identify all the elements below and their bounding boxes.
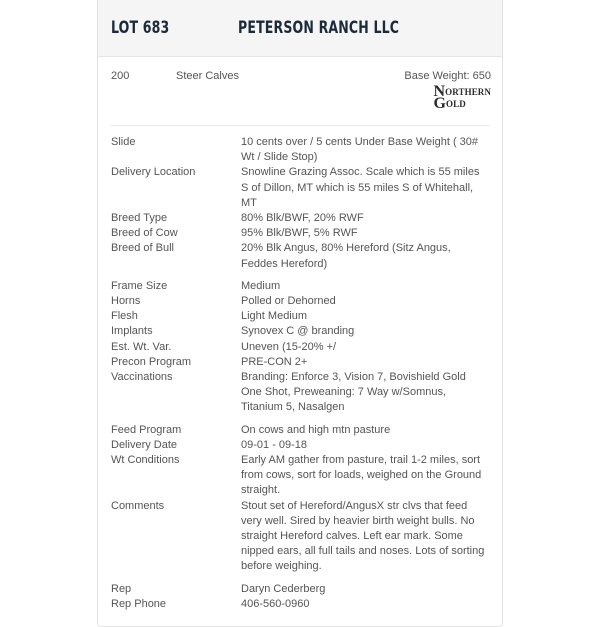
detail-label: Delivery Location (111, 166, 196, 179)
head-count: 200 (111, 70, 130, 82)
detail-value: Branding: Enforce 3, Vision 7, Bovishield Gold One Shot, Preweaning: 7 Way w/Somnus, Titanium 5, Nasalgen (241, 371, 466, 414)
detail-row (111, 438, 489, 453)
detail-row (111, 370, 489, 416)
detail-row (111, 241, 489, 271)
detail-label: Comments (111, 499, 165, 512)
lot-listing-card (97, 0, 503, 627)
lot-details-table (98, 126, 502, 626)
detail-row (111, 135, 489, 165)
detail-value: Early AM gather from pasture, trail 1-2 miles, sort from cows, sort for loads, weighed on the Ground straight. (241, 454, 482, 497)
detail-value: 10 cents over / 5 cents Under Base Weight ( 30# Wt / Slide Stop) (241, 136, 479, 164)
detail-label: Delivery Date (111, 438, 178, 451)
detail-row (111, 499, 489, 575)
detail-value: PRE-CON 2+ (241, 355, 308, 368)
detail-label: Wt Conditions (111, 454, 180, 467)
detail-row (111, 165, 489, 211)
detail-row (111, 324, 489, 339)
detail-value: 406-560-0960 (241, 597, 310, 610)
detail-label: Flesh (111, 310, 138, 323)
detail-label: Horns (111, 295, 141, 308)
detail-label: Breed of Cow (111, 227, 178, 240)
logo-cap-n: N (433, 83, 446, 100)
detail-value: Stout set of Hereford/AngusX str clvs that feed very well. Sired by heavier birth weight bulls. No straight Hereford calves. Left ear mark. Some nipped ears, all full tails and noses. Lots of sorting before weighing. (241, 499, 485, 573)
lot-number: LOT 683 (111, 18, 170, 38)
ranch-name: PETERSON RANCH LLC (238, 18, 400, 38)
detail-row (111, 309, 489, 324)
summary-right-block (404, 69, 491, 113)
detail-value: 80% Blk/BWF, 20% RWF (241, 212, 364, 225)
detail-row (111, 340, 489, 355)
detail-value: Medium (241, 279, 281, 292)
detail-value: Light Medium (241, 310, 308, 323)
detail-label: Slide (111, 136, 136, 148)
detail-label: Vaccinations (111, 371, 173, 384)
detail-value: Polled or Dehorned (241, 295, 336, 308)
detail-value: Snowline Grazing Assoc. Scale which is 55 miles S of Dillon, MT which is 55 miles S of Whitehall, MT (241, 166, 480, 209)
detail-label: Breed Type (111, 212, 168, 225)
detail-label: Breed of Bull (111, 242, 174, 255)
detail-row (111, 597, 489, 612)
logo-line-2 (433, 95, 491, 112)
detail-row (111, 294, 489, 309)
detail-row (111, 355, 489, 370)
logo-text-gold: OLD (446, 98, 466, 109)
detail-value: Synovex C @ branding (241, 325, 355, 338)
card-header (98, 0, 502, 57)
cattle-kind: Steer Calves (176, 70, 239, 82)
base-weight: Base Weight: 650 (404, 70, 491, 82)
lot-summary (98, 57, 502, 125)
logo-cap-g: G (433, 95, 446, 112)
detail-label: Rep (111, 582, 132, 595)
detail-label: Frame Size (111, 279, 168, 292)
detail-value: 95% Blk/BWF, 5% RWF (241, 227, 358, 240)
detail-value: On cows and high mtn pasture (241, 423, 391, 436)
detail-row (111, 279, 489, 294)
detail-row (111, 211, 489, 226)
detail-value: 09-01 - 09-18 (241, 438, 308, 451)
detail-value: Daryn Cederberg (241, 582, 326, 595)
detail-label: Implants (111, 325, 153, 338)
detail-label: Precon Program (111, 355, 192, 368)
detail-row (111, 226, 489, 241)
northern-gold-logo (433, 83, 491, 112)
detail-label: Rep Phone (111, 597, 167, 610)
logo-text-northern: ORTHERN (445, 86, 491, 97)
detail-value: Uneven (15-20% +/ (241, 340, 337, 353)
detail-value: 20% Blk Angus, 80% Hereford (Sitz Angus, Feddes Hereford) (241, 242, 451, 270)
detail-row (111, 423, 489, 438)
detail-label: Feed Program (111, 423, 182, 436)
detail-row (111, 582, 489, 597)
detail-label: Est. Wt. Var. (111, 340, 172, 353)
detail-row (111, 453, 489, 499)
